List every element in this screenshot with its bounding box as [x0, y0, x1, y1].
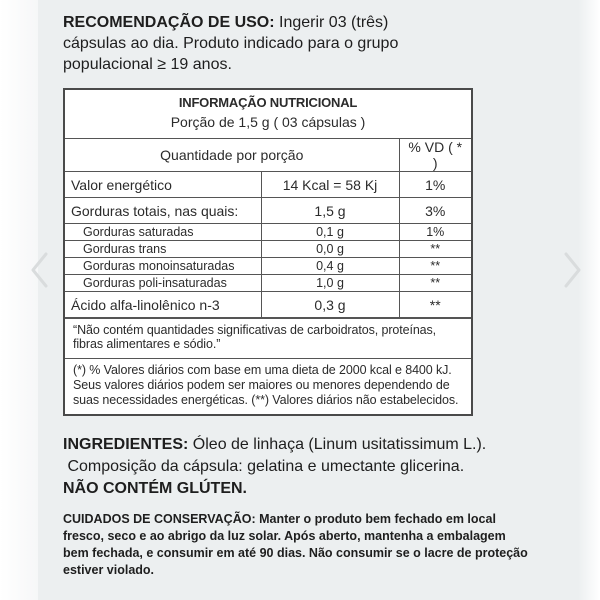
table-row: [65, 292, 471, 318]
table-row: [65, 241, 471, 258]
ingredients-line2: Composição da cápsula: gelatina e umectante glicerina.: [67, 458, 465, 475]
nutrient-amount: 1,0 g: [261, 275, 399, 292]
carousel-prev-button[interactable]: [26, 250, 52, 290]
nutrient-amount: 0,0 g: [261, 241, 399, 258]
nutrient-amount: 0,1 g: [261, 224, 399, 241]
nutrient-name: Gorduras totais, nas quais:: [65, 198, 261, 224]
table-row: [65, 172, 471, 198]
nutrient-vd: 1%: [399, 224, 471, 241]
table-row: [65, 198, 471, 224]
nutrient-name: Ácido alfa-linolênico n-3: [65, 292, 261, 318]
nutrient-vd: **: [399, 241, 471, 258]
nutrient-amount: 0,3 g: [261, 292, 399, 318]
table-header-row: [65, 139, 471, 172]
nutrient-name: Valor energético: [65, 172, 261, 198]
nutrient-name: Gorduras monoinsaturadas: [65, 258, 261, 275]
nutrient-vd: 1%: [399, 172, 471, 198]
nutrition-grid: [65, 139, 471, 318]
nutrition-note-insignificant: “Não contém quantidades significativas de carboidratos, proteínas, fibras alimentares e sódio.”: [65, 318, 471, 358]
header-quantity: Quantidade por porção: [65, 139, 399, 172]
nutrient-amount: 0,4 g: [261, 258, 399, 275]
ingredients-line1: Óleo de linhaça (Linum usitatissimum L.).: [188, 436, 487, 453]
usage-heading: RECOMENDAÇÃO DE USO:: [63, 14, 275, 31]
nutrition-note-daily-values: (*) % Valores diários com base em uma dieta de 2000 kcal e 8400 kJ. Seus valores diários podem ser maiores ou menores dependendo de suas necessidades energéticas. (**) Valores diários não estabelecidos.: [65, 358, 471, 412]
table-row: [65, 275, 471, 292]
ingredients-heading: INGREDIENTES:: [63, 436, 189, 453]
storage-instructions: CUIDADOS DE CONSERVAÇÃO: Manter o produto bem fechado em local fresco, seco e ao abrigo da luz solar. Após aberto, mantenha a embalagem bem fechada, e consumir em até 90 dias. Não consumir se o lacre de proteção estiver violado.: [63, 512, 528, 577]
header-vd: % VD ( * ): [399, 139, 471, 172]
nutrient-name: Gorduras trans: [65, 241, 261, 258]
nutrition-portion: Porção de 1,5 g ( 03 cápsulas ): [170, 114, 366, 130]
ingredients-section: [63, 434, 573, 500]
table-row: [65, 258, 471, 275]
nutrient-amount: 1,5 g: [261, 198, 399, 224]
nutrient-vd: **: [399, 275, 471, 292]
usage-line2: cápsulas ao dia. Produto indicado para o grupo: [63, 35, 399, 52]
nutrient-amount: 14 Kcal = 58 Kj: [261, 172, 399, 198]
chevron-left-icon: [29, 251, 49, 289]
nutrient-name: Gorduras saturadas: [65, 224, 261, 241]
nutrient-name: Gorduras poli-insaturadas: [65, 275, 261, 292]
nutrient-vd: 3%: [399, 198, 471, 224]
nutrient-vd: **: [399, 258, 471, 275]
carousel-next-button[interactable]: [560, 250, 586, 290]
usage-recommendation: [63, 12, 533, 75]
left-margin: [0, 0, 38, 600]
usage-line3: populacional ≥ 19 anos.: [63, 56, 232, 73]
usage-line1: Ingerir 03 (três): [274, 14, 389, 31]
chevron-right-icon: [563, 251, 583, 289]
table-row: [65, 224, 471, 241]
right-margin: [578, 0, 600, 600]
gluten-statement: NÃO CONTÉM GLÚTEN.: [63, 480, 247, 497]
nutrient-vd: **: [399, 292, 471, 318]
nutrition-header: [65, 90, 471, 139]
nutrition-title: INFORMAÇÃO NUTRICIONAL: [178, 95, 358, 110]
nutrition-facts-table: [63, 88, 473, 416]
